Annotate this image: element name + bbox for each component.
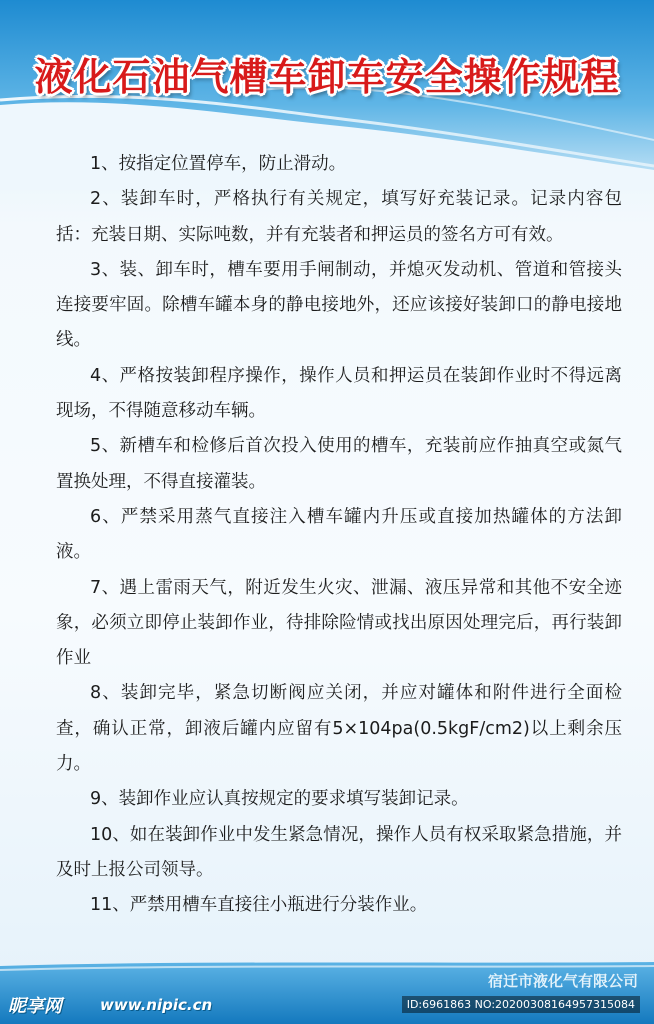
watermark-url: www.nipic.cn	[100, 996, 213, 1014]
rule-item: 4、严格按装卸程序操作，操作人员和押运员在装卸作业时不得远离现场，不得随意移动车辆。	[56, 365, 622, 422]
rule-item: 3、装、卸车时，槽车要用手闸制动，并熄灭发动机、管道和管接头连接要牢固。除槽车罐本身的静电接地外，还应该接好装卸口的静电接地线。	[56, 259, 622, 351]
rule-item: 7、遇上雷雨天气，附近发生火灾、泄漏、液压异常和其他不安全迹象，必须立即停止装卸作业，待排除险情或找出原因处理完后，再行装卸作业	[56, 577, 622, 669]
rule-item: 2、装卸车时，严格执行有关规定，填写好充装记录。记录内容包括：充装日期、实际吨数，并有充装者和押运员的签名方可有效。	[56, 189, 622, 245]
company-name: 宿迁市液化气有限公司	[487, 972, 638, 990]
rule-item: 11、严禁用槽车直接往小瓶进行分装作业。	[90, 895, 428, 916]
rule-item: 5、新槽车和检修后首次投入使用的槽车，充装前应作抽真空或氮气置换处理，不得直接灌装。	[56, 436, 622, 492]
rule-item: 10、如在装卸作业中发生紧急情况，操作人员有权采取紧急措施，并及时上报公司领导。	[56, 824, 622, 880]
rule-item: 9、装卸作业应认真按规定的要求填写装卸记录。	[90, 789, 469, 810]
page-title: 液化石油气槽车卸车安全操作规程	[34, 55, 620, 99]
rule-item: 1、按指定位置停车，防止滑动。	[90, 154, 347, 174]
watermark-logo: 昵享网	[8, 996, 62, 1017]
rule-item: 8、装卸完毕，紧急切断阀应关闭，并应对罐体和附件进行全面检查，确认正常，卸液后罐内应留有5×104pa(0.5kgF/cm2)以上剩余压力。	[56, 683, 622, 775]
rule-item: 6、严禁采用蒸气直接注入槽车罐内升压或直接加热罐体的方法卸液。	[56, 506, 622, 563]
watermark-id: ID:6961863 NO:20200308164957315084	[402, 996, 640, 1013]
rules-list	[56, 147, 622, 924]
